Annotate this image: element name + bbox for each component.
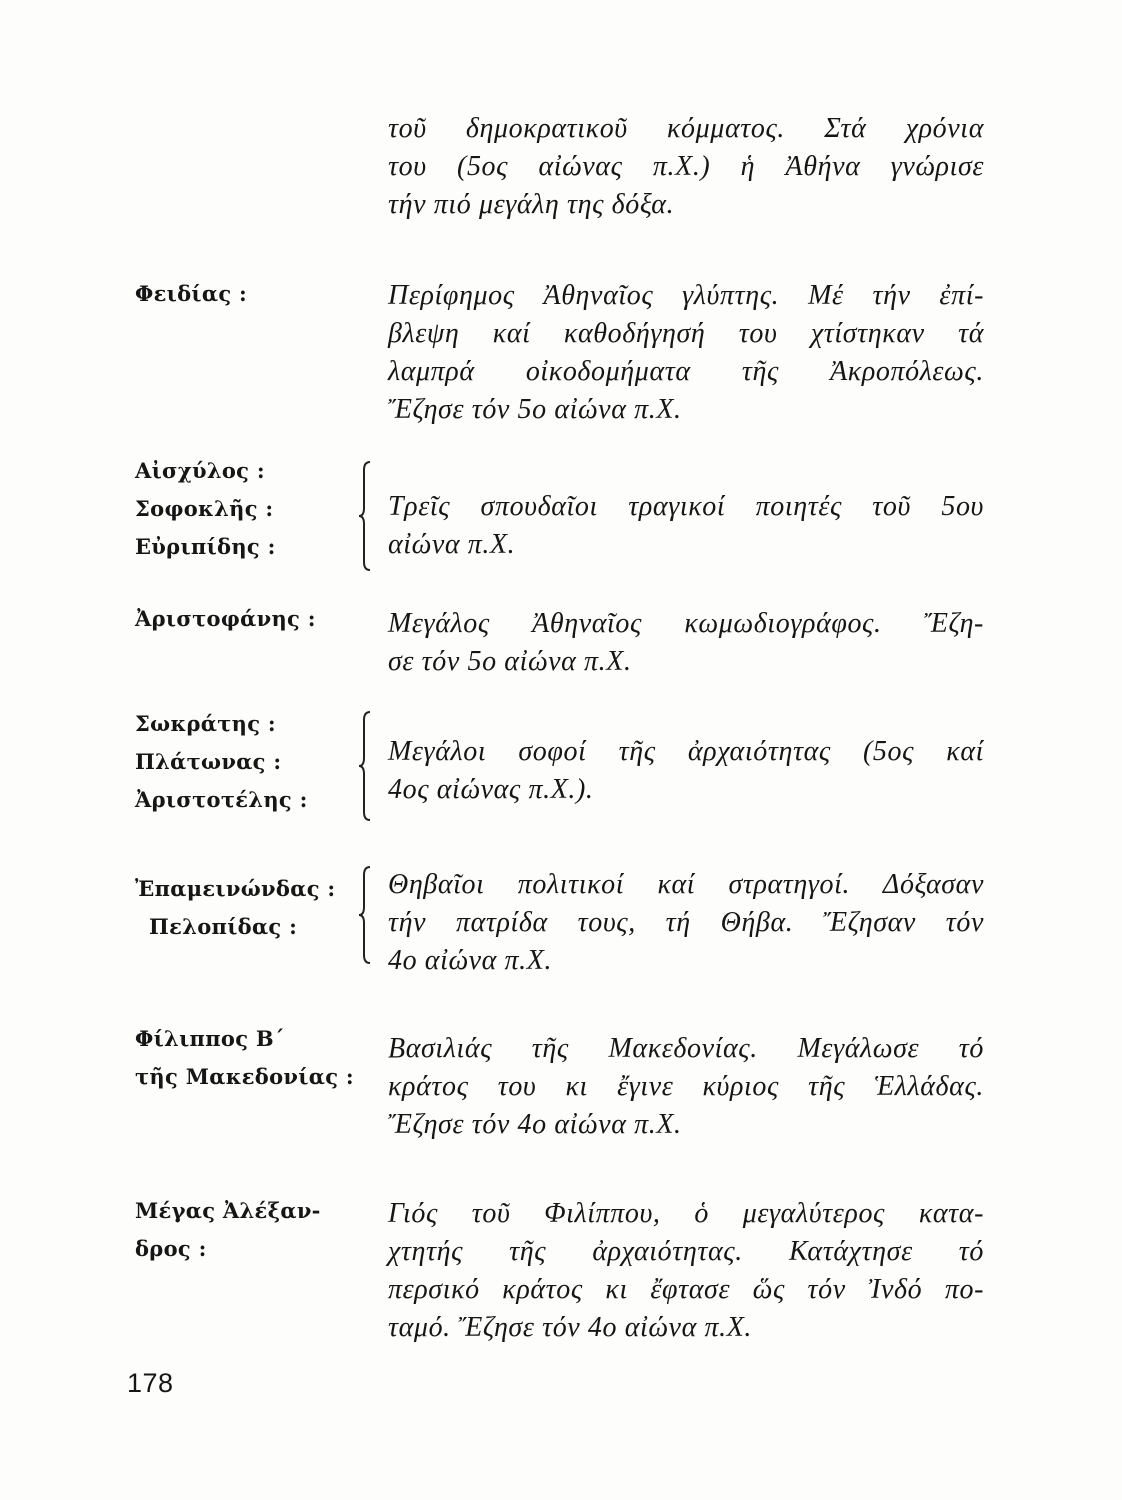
desc-line: τήν πατρίδα τους, τή Θήβα. Ἔζησαν τόν xyxy=(388,907,984,938)
entry-term xyxy=(135,1020,360,1096)
term-name: Σωκράτης : xyxy=(135,711,276,736)
desc-line: τήν πιό μεγάλη της δόξα. xyxy=(388,189,675,220)
term-name: Μέγας Ἀλέξαν- xyxy=(135,1198,321,1223)
entry-term xyxy=(135,870,360,946)
entry-term xyxy=(135,275,360,313)
desc-line: ταμό. Ἔζησε τόν 4ο αἰώνα π.Χ. xyxy=(388,1312,752,1343)
grouping-brace xyxy=(358,865,372,965)
intro-paragraph xyxy=(388,110,984,224)
term-name: Ἐπαμεινώνδας : xyxy=(135,876,336,901)
term-name: Ἀριστοφάνης : xyxy=(135,606,316,631)
desc-line: 4ο αἰώνα π.Χ. xyxy=(388,945,553,976)
desc-line: περσικό κράτος κι ἔφτασε ὥς τόν Ἰνδό πο- xyxy=(388,1274,984,1305)
term-name: δρος : xyxy=(135,1236,207,1261)
desc-line: του (5ος αἰώνας π.Χ.) ἡ Ἀθήνα γνώρισε xyxy=(388,151,984,182)
desc-line: τοῦ δημοκρατικοῦ κόμματος. Στά χρόνια xyxy=(388,113,984,144)
desc-line: Περίφημος Ἀθηναῖος γλύπτης. Μέ τήν ἐπί- xyxy=(388,280,984,311)
entry-description xyxy=(388,605,984,681)
entry-description xyxy=(388,1195,984,1347)
grouping-brace xyxy=(358,460,372,572)
desc-line: Θηβαῖοι πολιτικοί καί στρατηγοί. Δόξασαν xyxy=(388,869,984,900)
desc-line: Μεγάλοι σοφοί τῆς ἀρχαιότητας (5ος καί xyxy=(388,736,984,767)
desc-line: αἰώνα π.Χ. xyxy=(388,529,516,560)
entry-term xyxy=(135,1192,360,1268)
term-name: τῆς Μακεδονίας : xyxy=(135,1064,354,1089)
desc-line: βλεψη καί καθοδήγησή του χτίστηκαν τά xyxy=(388,318,984,349)
page-number: 178 xyxy=(127,1368,174,1398)
desc-line: Ἔζησε τόν 4ο αἰώνα π.Χ. xyxy=(388,1109,682,1140)
desc-line: σε τόν 5ο αἰώνα π.Χ. xyxy=(388,646,632,677)
desc-line: Γιός τοῦ Φιλίππου, ὁ μεγαλύτερος κατα- xyxy=(388,1198,984,1229)
entry-description xyxy=(388,488,984,564)
entry-term xyxy=(135,705,360,819)
entry-description xyxy=(388,277,984,429)
entry-description xyxy=(388,733,984,809)
desc-line: κράτος του κι ἔγινε κύριος τῆς Ἑλλάδας. xyxy=(388,1071,984,1102)
term-name: Ἀριστοτέλης : xyxy=(135,787,308,812)
entry-term xyxy=(135,452,360,566)
term-name: Πλάτωνας : xyxy=(135,749,282,774)
grouping-brace xyxy=(358,710,372,822)
term-name: Εὐριπίδης : xyxy=(135,534,276,559)
entry-description xyxy=(388,1030,984,1144)
desc-line: λαμπρά οἰκοδομήματα τῆς Ἀκροπόλεως. xyxy=(388,356,984,387)
desc-line: 4ος αἰώνας π.Χ.). xyxy=(388,774,594,805)
entry-description xyxy=(388,866,984,980)
term-name: Αἰσχύλος : xyxy=(135,458,265,483)
term-name: Φειδίας : xyxy=(135,281,248,306)
term-name: Σοφοκλῆς : xyxy=(135,496,274,521)
desc-line: Τρεῖς σπουδαῖοι τραγικοί ποιητές τοῦ 5ου xyxy=(388,491,984,522)
desc-line: Ἔζησε τόν 5ο αἰώνα π.Χ. xyxy=(388,394,682,425)
term-name: Πελοπίδας : xyxy=(149,914,298,939)
term-name: Φίλιππος Β΄ xyxy=(135,1026,285,1051)
desc-line: Βασιλιάς τῆς Μακεδονίας. Μεγάλωσε τό xyxy=(388,1033,984,1064)
desc-line: Μεγάλος Ἀθηναῖος κωμωδιογράφος. Ἔζη- xyxy=(388,608,984,639)
desc-line: χτητής τῆς ἀρχαιότητας. Κατάχτησε τό xyxy=(388,1236,984,1267)
entry-term xyxy=(135,600,360,638)
